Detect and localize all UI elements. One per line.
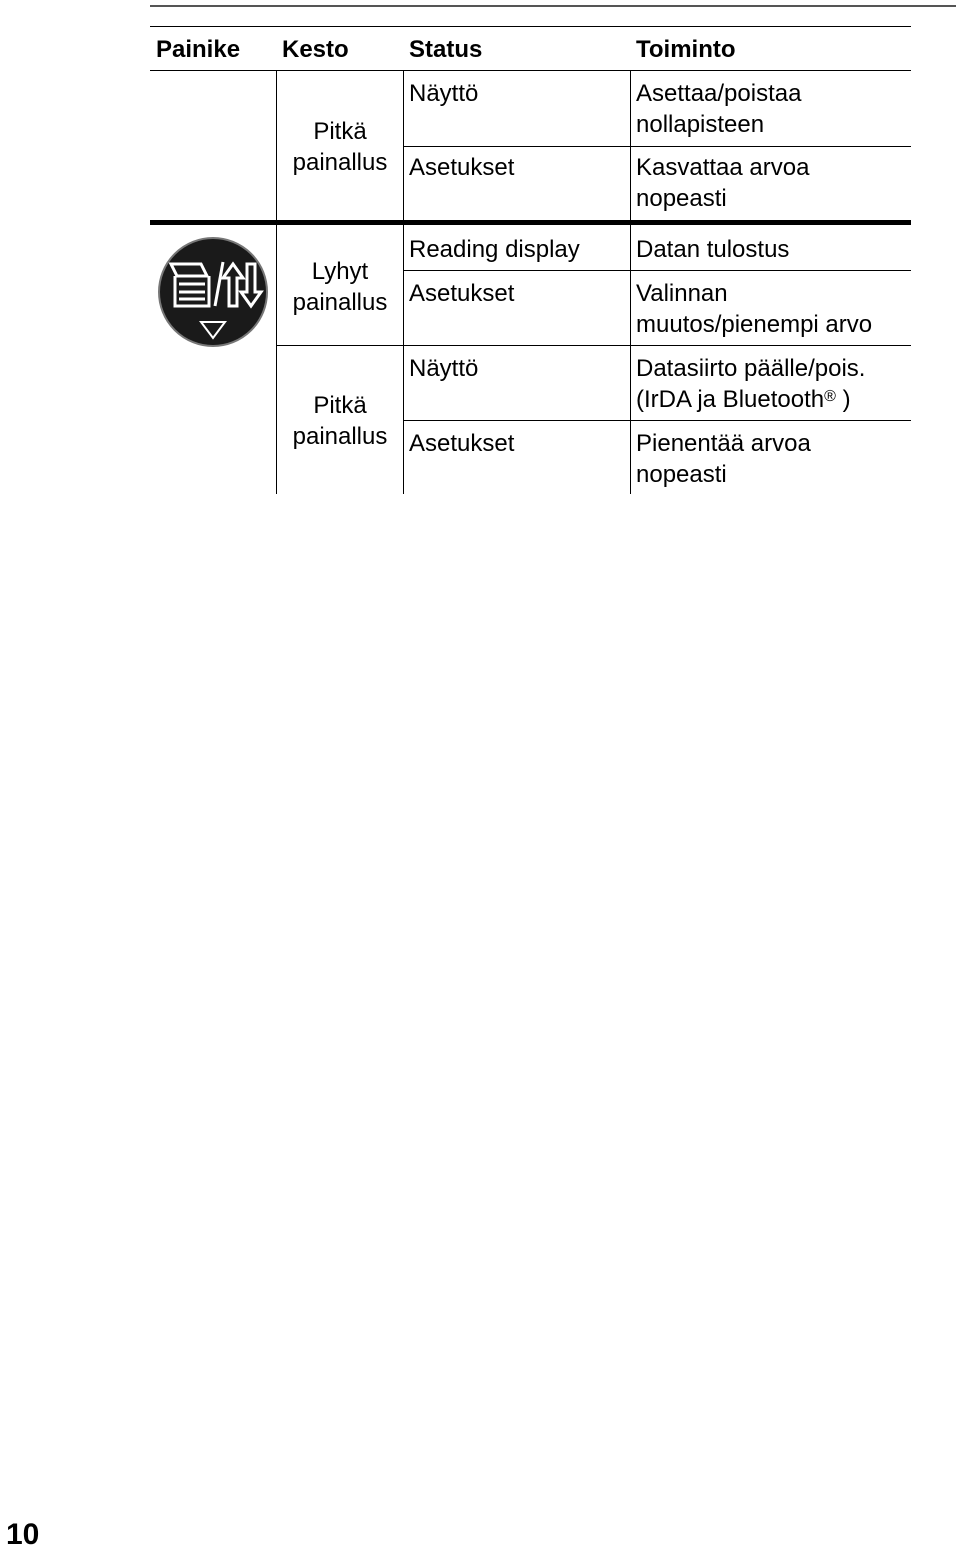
toiminto-cell: Valinnan xyxy=(636,280,728,307)
header-bottom-rule xyxy=(150,70,911,71)
row-divider xyxy=(404,420,911,421)
column-divider xyxy=(630,70,631,494)
kesto-label: Pitkä xyxy=(313,118,367,145)
kesto-label: Pitkä xyxy=(313,392,367,419)
group-divider-thick xyxy=(150,220,911,225)
status-cell: Näyttö xyxy=(409,355,479,382)
header-kesto: Kesto xyxy=(282,36,349,63)
toiminto-cell: nopeasti xyxy=(636,185,727,212)
toiminto-cell: Datan tulostus xyxy=(636,236,790,263)
row-divider xyxy=(404,270,911,271)
toiminto-cell: nopeasti xyxy=(636,461,727,488)
toiminto-text: (IrDA ja Bluetooth xyxy=(636,386,825,413)
status-cell: Asetukset xyxy=(409,280,515,307)
print-updown-arrows-icon xyxy=(157,236,269,348)
toiminto-cell: Kasvattaa arvoa xyxy=(636,154,810,181)
row-divider xyxy=(277,345,911,346)
toiminto-text: ) xyxy=(842,386,851,413)
toiminto-cell: muutos/pienempi arvo xyxy=(636,311,873,338)
kesto-label: Lyhyt xyxy=(311,258,369,285)
header-painike: Painike xyxy=(156,36,241,63)
header-toiminto: Toiminto xyxy=(636,36,736,63)
column-divider xyxy=(276,70,277,494)
toiminto-cell: nollapisteen xyxy=(636,111,765,138)
kesto-label: painallus xyxy=(292,149,388,176)
header-top-rule xyxy=(150,26,911,27)
toiminto-cell: Pienentää arvoa xyxy=(636,430,811,457)
status-cell: Asetukset xyxy=(409,154,515,181)
toiminto-cell: Asettaa/poistaa xyxy=(636,80,802,107)
page-number: 10 xyxy=(6,1518,40,1551)
registered-mark: ® xyxy=(824,388,836,405)
status-cell: Reading display xyxy=(409,236,580,263)
toiminto-cell xyxy=(636,384,851,418)
column-divider xyxy=(403,70,404,494)
toiminto-cell: Datasiirto päälle/pois. xyxy=(636,355,866,382)
status-cell: Asetukset xyxy=(409,430,515,457)
top-rule xyxy=(150,5,956,7)
kesto-label: painallus xyxy=(292,289,388,316)
header-status: Status xyxy=(409,36,483,63)
kesto-label: painallus xyxy=(292,423,388,450)
status-cell: Näyttö xyxy=(409,80,479,107)
row-divider xyxy=(404,146,911,147)
